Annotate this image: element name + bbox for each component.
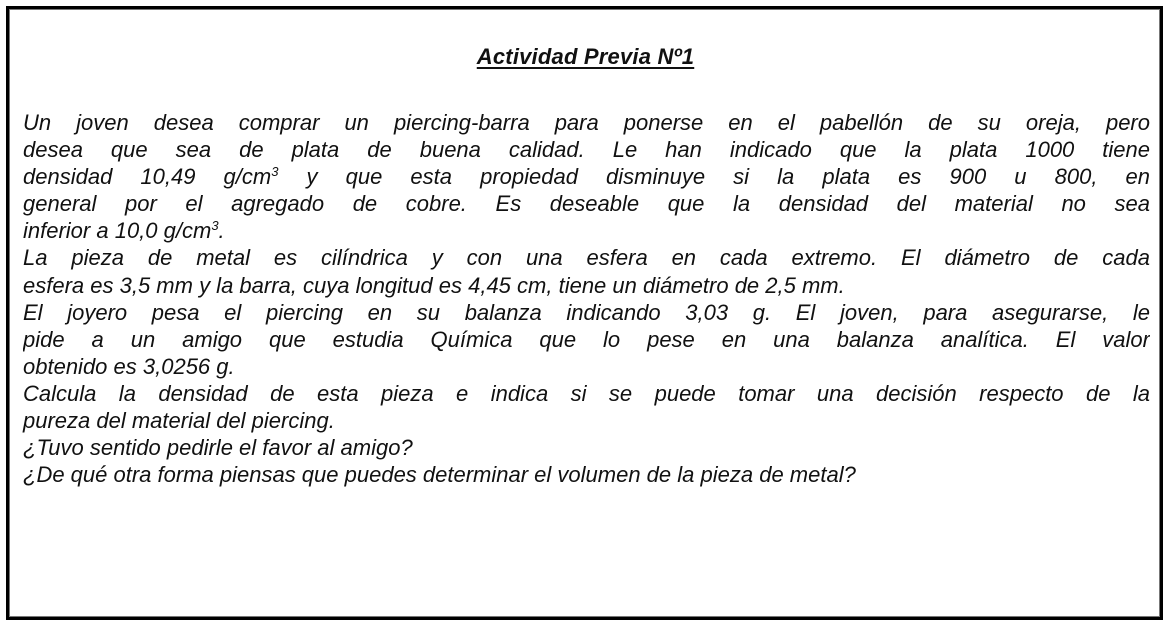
activity-text (23, 109, 1150, 488)
paragraph1-line3-end: y que esta propiedad disminuye si la plata es 900 u 800, en (278, 164, 1150, 190)
paragraph3-line2: pide a un amigo que estudia Química que lo pese en una balanza analítica. El valor (23, 326, 1150, 352)
document-title: Actividad Previa Nº1 (476, 44, 695, 69)
paragraph1-line5-start: inferior a 10,0 g/cm (23, 218, 212, 244)
paragraph2-line2: esfera es 3,5 mm y la barra, cuya longitud es 4,45 cm, tiene un diámetro de 2,5 mm. (23, 272, 845, 298)
paragraph1-line5 (23, 217, 1150, 244)
paragraph1-line1: Un joven desea comprar un piercing-barra para ponerse en el pabellón de su oreja, pero (23, 110, 1150, 135)
paragraph4-line1: Calcula la densidad de esta pieza e indica si se puede tomar una decisión respecto de la (23, 380, 1150, 406)
paragraph1-line5-end: . (218, 218, 225, 244)
question-2: ¿De qué otra forma piensas que puedes determinar el volumen de la pieza de metal? (23, 462, 856, 488)
superscript-3: 3 (211, 218, 219, 234)
paragraph1-line4: general por el agregado de cobre. Es deseable que la densidad del material no sea (23, 191, 1150, 217)
paragraph2-line1: La pieza de metal es cilíndrica y con una esfera en cada extremo. El diámetro de cada (23, 245, 1150, 271)
paragraph3-line3: obtenido es 3,0256 g. (23, 353, 235, 379)
paragraph1-line3 (23, 163, 1150, 190)
superscript-3: 3 (271, 164, 279, 180)
question-1: ¿Tuvo sentido pedirle el favor al amigo? (23, 435, 413, 461)
paragraph4-line2: pureza del material del piercing. (23, 408, 335, 434)
paragraph1-line2: desea que sea de plata de buena calidad. Le han indicado que la plata 1000 tiene (23, 137, 1150, 163)
paragraph3-line1: El joyero pesa el piercing en su balanza indicando 3,03 g. El joven, para asegurarse, le (23, 299, 1150, 325)
paragraph1-line3-start: densidad 10,49 g/cm (23, 164, 272, 190)
